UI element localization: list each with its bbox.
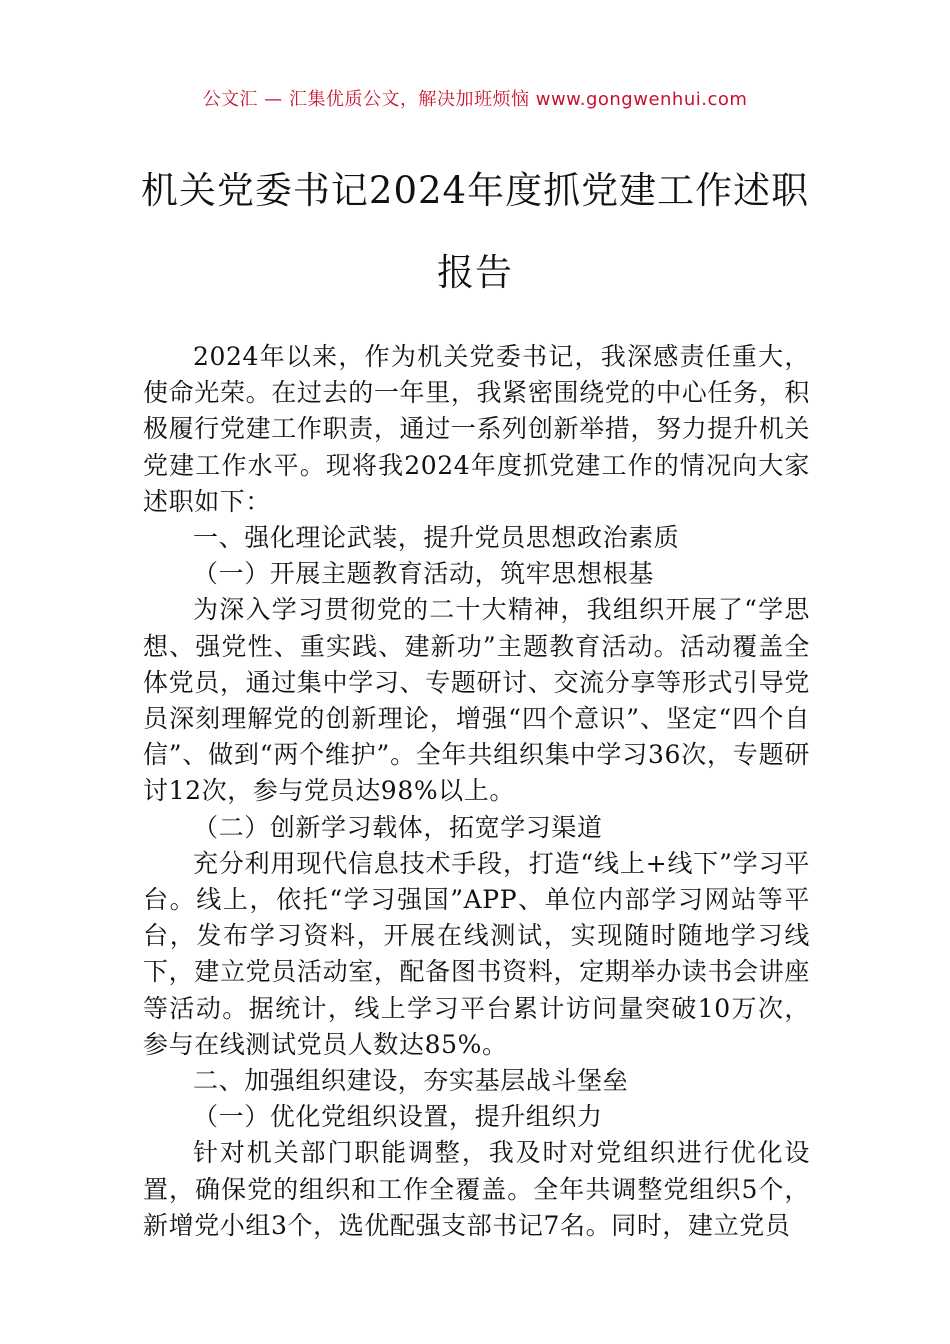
subsection-heading-1-1: （一）开展主题教育活动，筑牢思想根基: [193, 559, 654, 589]
document-body: [143, 339, 810, 1244]
header-banner: 公文汇 — 汇集优质公文，解决加班烦恼 www.gongwenhui.com: [202, 89, 748, 110]
section-heading-1: 一、强化理论武装，提升党员思想政治素质: [193, 523, 680, 553]
subsection-heading-1-2: （二）创新学习载体，拓宽学习渠道: [193, 812, 603, 842]
subsection-heading-2-1: （一）优化党组织设置，提升组织力: [193, 1102, 603, 1132]
body-paragraph-1-1: 为深入学习贯彻党的二十大精神，我组织开展了“学思想、强党性、重实践、建新功”主题教育活动。活动覆盖全体党员，通过集中学习、专题研讨、交流分享等形式引导党员深刻理解党的创新理论，增强“四个意识”、坚定“四个自信”、做到“两个维护”。全年共组织集中学习36次，专题研讨12次，参与党员达98%以上。: [143, 595, 810, 806]
body-paragraph-1-2: 充分利用现代信息技术手段，打造“线上+线下”学习平台。线上，依托“学习强国”APP、单位内部学习网站等平台，发布学习资料，开展在线测试，实现随时随地学习线下，建立党员活动室，配备图书资料，定期举办读书会讲座等活动。据统计，线上学习平台累计访问量突破10万次，参与在线测试党员人数达85%。: [143, 848, 810, 1059]
section-heading-2: 二、加强组织建设，夯实基层战斗堡垒: [193, 1066, 629, 1096]
body-paragraph-2-1: 针对机关部门职能调整，我及时对党组织进行优化设置，确保党的组织和工作全覆盖。全年共调整党组织5个，新增党小组3个，选优配强支部书记7名。同时，建立党员: [143, 1138, 810, 1240]
intro-paragraph: 2024年以来，作为机关党委书记，我深感责任重大，使命光荣。在过去的一年里，我紧密围绕党的中心任务，积极履行党建工作职责，通过一系列创新举措，努力提升机关党建工作水平。现将我2024年度抓党建工作的情况向大家述职如下：: [143, 342, 810, 516]
page-title: 机关党委书记2024年度抓党建工作述职报告: [140, 169, 810, 294]
